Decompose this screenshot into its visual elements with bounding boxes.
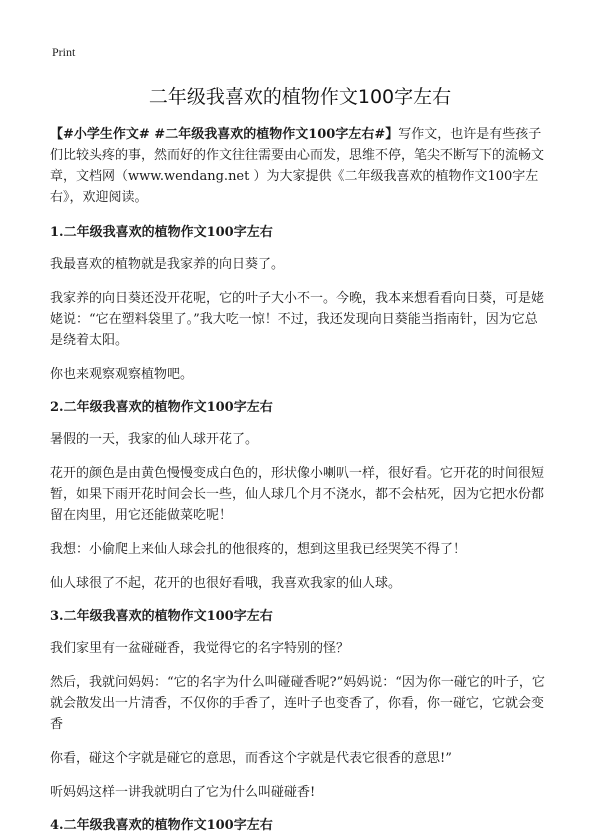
section-2-paragraph-1: 暑假的一天，我家的仙人球开花了。 — [50, 432, 259, 447]
section-2-title: 2.二年级我喜欢的植物作文100字左右 — [50, 400, 273, 415]
intro-text: 写作文，也许是有些孩子们比较头疼的事，然而好的作文往往需要由心而发，思维不停，笔尖不断写下的流畅文章，文档网（www.wendang.net ）为大家提供《二年级我喜欢的植物作文100字左右》，欢迎阅读。 — [50, 127, 545, 205]
section-3-paragraph-2: 然后，我就问妈妈：“它的名字为什么叫碰碰香呢?”妈妈说：“因为你一碰它的叶子，它就会散发出一片清香，不仅你的手香了，连叶子也变香了，你看，你一碰它，它就会变香 — [50, 675, 545, 732]
section-1-title: 1.二年级我喜欢的植物作文100字左右 — [50, 225, 273, 240]
intro-paragraph — [50, 124, 550, 208]
intro-tag: 【#小学生作文# #二年级我喜欢的植物作文100字左右#】 — [50, 127, 399, 142]
section-3-paragraph-3: 你看，碰这个字就是碰它的意思，而香这个字就是代表它很香的意思!” — [50, 751, 452, 766]
print-label: Print — [52, 45, 76, 59]
section-2-paragraph-4: 仙人球很了不起，花开的也很好看哦，我喜欢我家的仙人球。 — [50, 576, 402, 591]
section-3-title: 3.二年级我喜欢的植物作文100字左右 — [50, 609, 273, 624]
page-title: 二年级我喜欢的植物作文100字左右 — [148, 86, 452, 108]
section-1-paragraph-2: 我家养的向日葵还没开花呢，它的叶子大小不一。今晚，我本来想看看向日葵，可是姥姥说：“它在塑料袋里了。”我大吃一惊！不过，我还发现向日葵能当指南针，因为它总是绕着太阳。 — [50, 291, 545, 348]
section-1-paragraph-3: 你也来观察观察植物吧。 — [50, 367, 194, 382]
section-2-paragraph-3: 我想：小偷爬上来仙人球会扎的他很疼的，想到这里我已经哭笑不得了！ — [50, 542, 467, 557]
section-2-paragraph-2: 花开的颜色是由黄色慢慢变成白色的，形状像小喇叭一样，很好看。它开花的时间很短暂，如果下雨开花时间会长一些，仙人球几个月不浇水，都不会枯死，因为它把水份都留在肉里，用它还能做菜吃呢！ — [50, 466, 545, 523]
section-4-title: 4.二年级我喜欢的植物作文100字左右 — [50, 818, 273, 833]
section-1-paragraph-1: 我最喜欢的植物就是我家养的向日葵了。 — [50, 257, 285, 272]
section-3-paragraph-4: 听妈妈这样一讲我就明白了它为什么叫碰碰香! — [50, 785, 316, 800]
section-3-paragraph-1: 我们家里有一盆碰碰香，我觉得它的名字特别的怪？ — [50, 641, 350, 656]
